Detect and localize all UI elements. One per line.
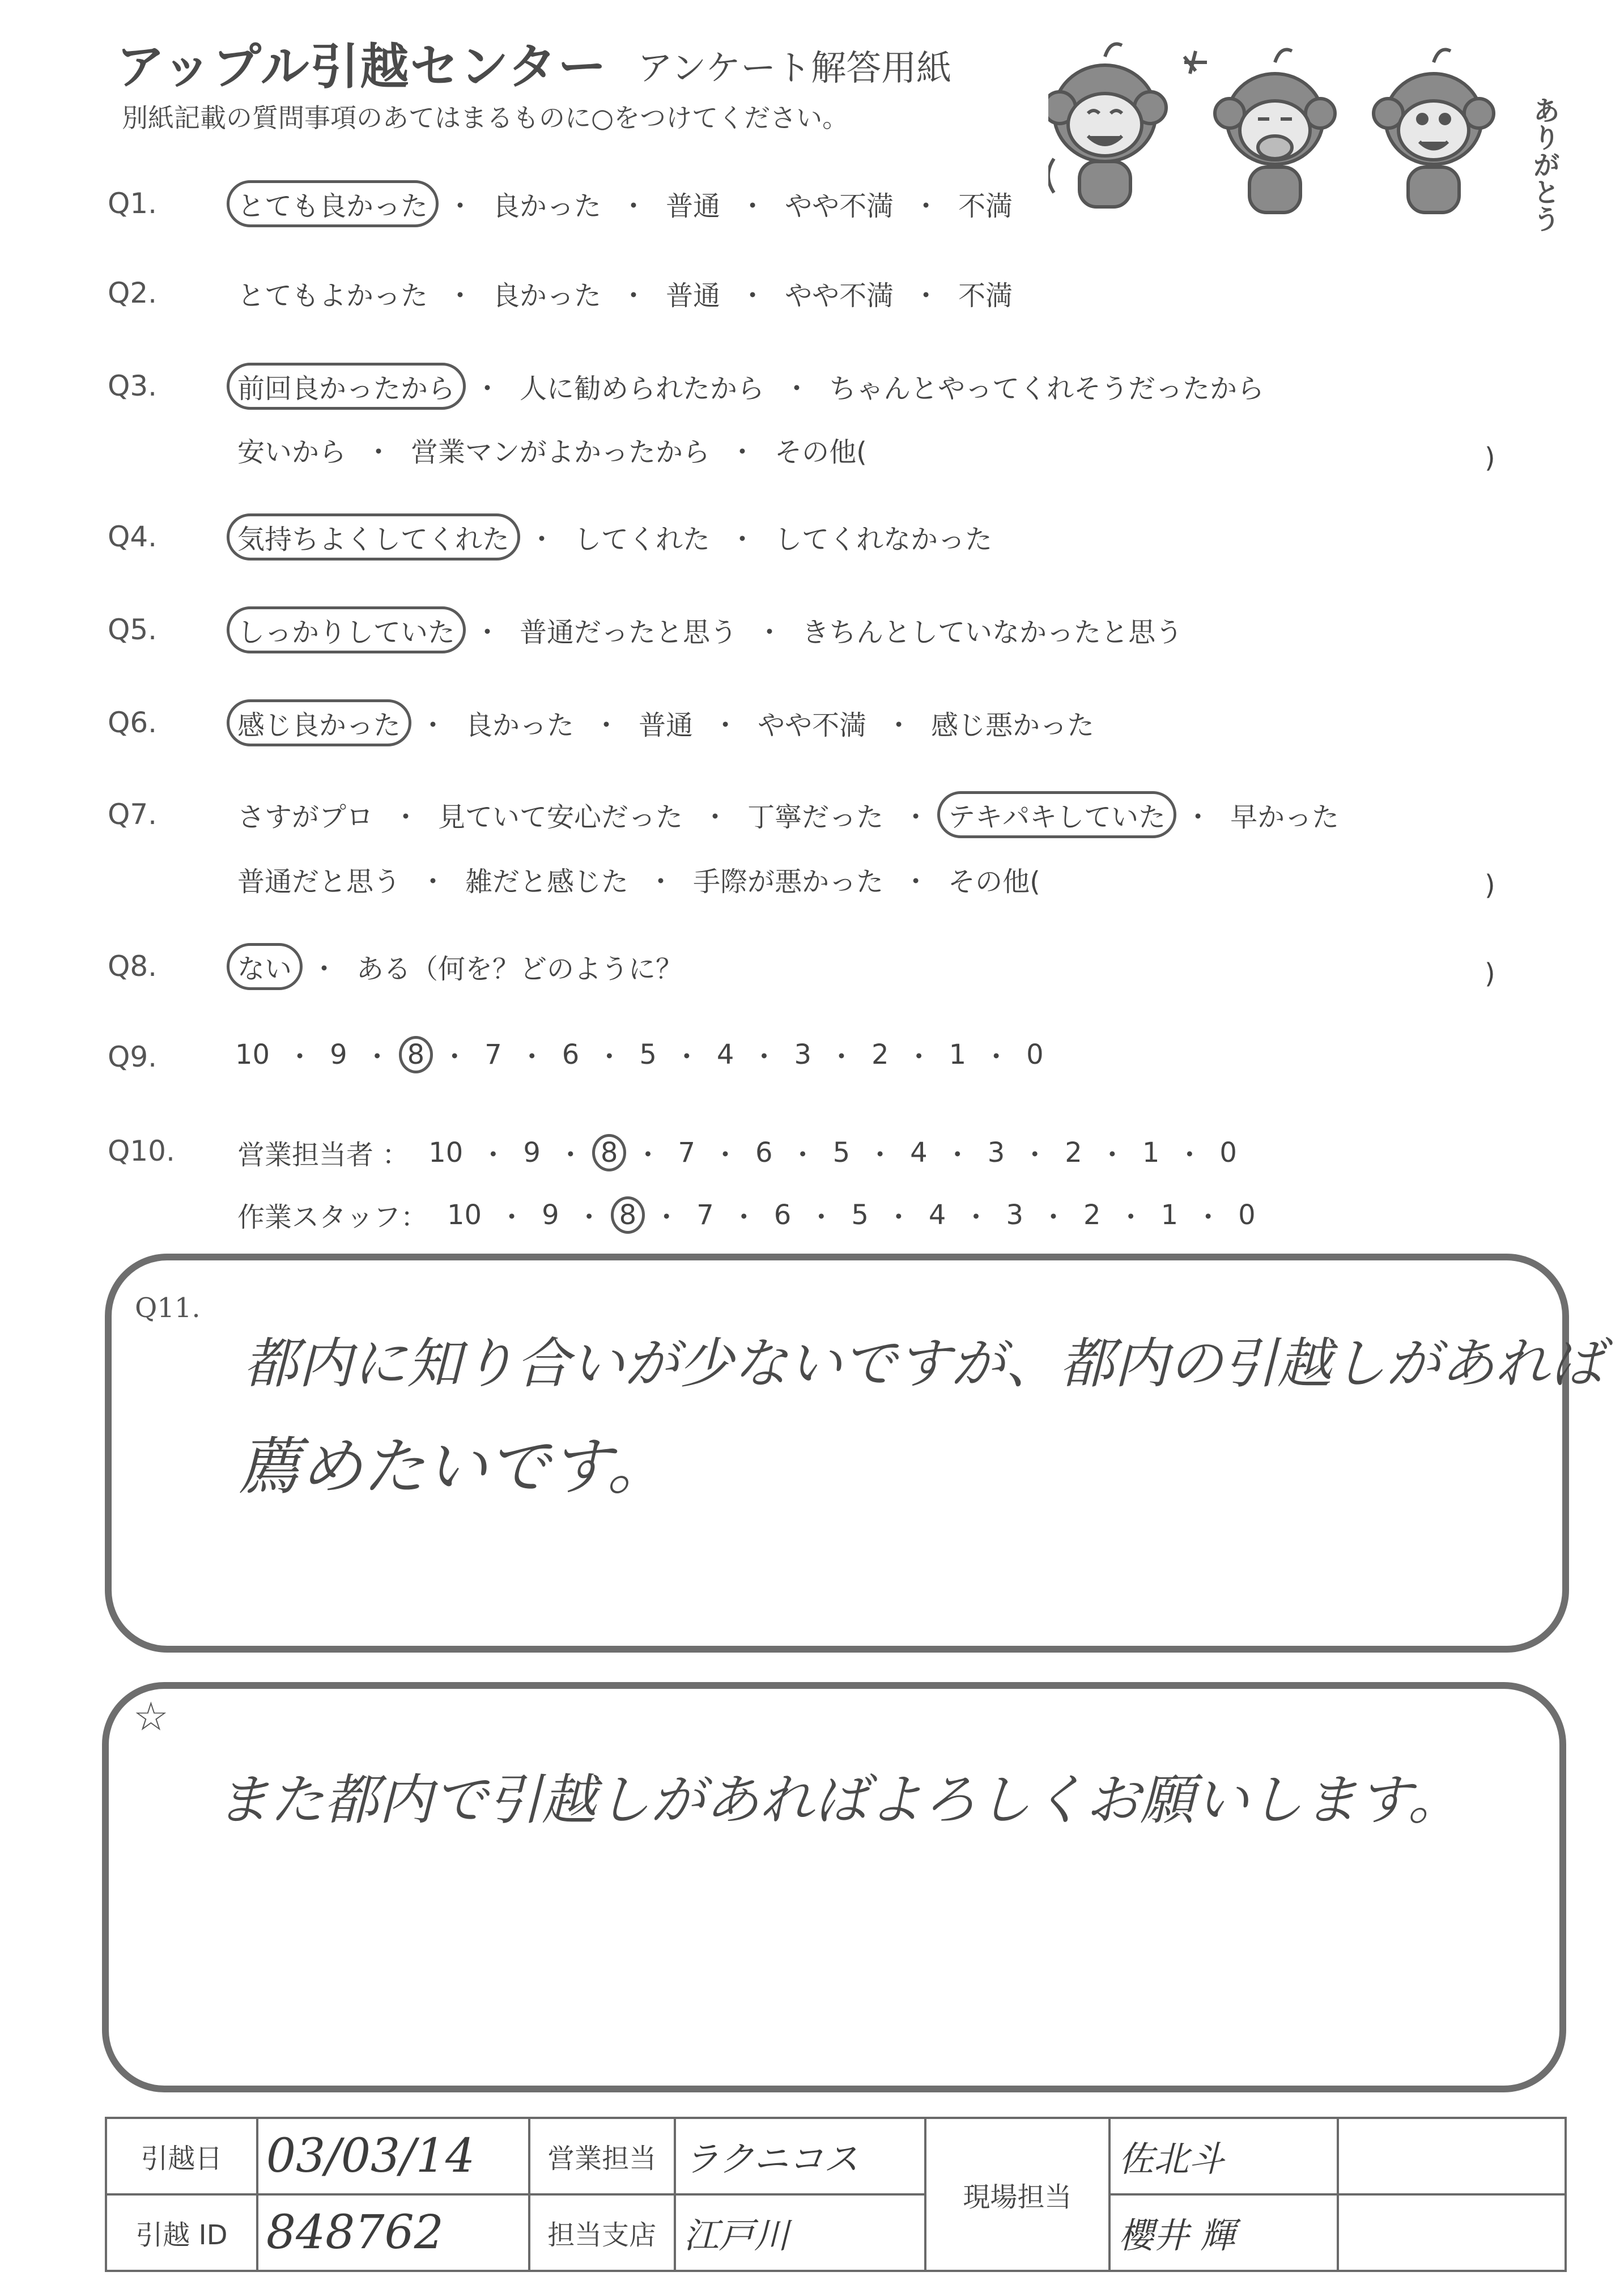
q9-score-value[interactable]: 5	[639, 1038, 657, 1071]
q7-option[interactable]: 普通だと思う	[237, 866, 401, 898]
q1-label: Q1.	[108, 187, 158, 220]
scale-separator: ・	[441, 1041, 469, 1073]
q11-label: Q11.	[135, 1292, 201, 1324]
free-comment-box[interactable]	[102, 1682, 1566, 2092]
q10-sales-score-value[interactable]: 5	[832, 1136, 851, 1169]
q9-score-value[interactable]: 6	[562, 1038, 580, 1071]
scale-separator: ・	[1098, 1139, 1126, 1171]
scale-separator: ・	[1117, 1201, 1145, 1233]
q7-option-selected[interactable]: テキパキしていた	[937, 791, 1176, 838]
q11-handwriting-line2: 薦めたいです。	[238, 1430, 670, 1503]
q8-option-selected[interactable]: ない	[227, 943, 303, 990]
q1-option[interactable]: 不満	[958, 190, 1013, 222]
q9-scale	[227, 1035, 1052, 1074]
q9-label: Q9.	[108, 1041, 158, 1073]
q1-options: とても良かった ・ 良かった ・ 普通 ・ やや不満 ・ 不満	[227, 180, 1023, 227]
q9-score-value[interactable]: 9	[330, 1038, 347, 1071]
scale-separator: ・	[575, 1201, 603, 1233]
q7-option[interactable]: 手際が悪かった	[693, 866, 884, 898]
q10-staff-score-value[interactable]: 6	[773, 1199, 792, 1231]
q3-option[interactable]: 人に勧められたから	[520, 373, 765, 405]
q8-option[interactable]: ある（何を？どのように？	[356, 953, 683, 985]
q5-label: Q5.	[108, 613, 158, 646]
scale-separator: ・	[828, 1041, 856, 1073]
q2-option[interactable]: 不満	[958, 280, 1013, 312]
move-date-value[interactable]: 03/03/14	[257, 2118, 529, 2194]
scale-separator: ・	[673, 1041, 700, 1073]
scale-separator: ・	[1176, 1139, 1204, 1171]
monkey-giggling-icon	[1184, 50, 1335, 213]
q3-options-line1: 前回良かったから ・ 人に勧められたから ・ ちゃんとやってくれそうだったから	[227, 363, 1275, 410]
q3-options-line2: 安いから ・ 営業マンがよかったから ・ その他(	[227, 426, 878, 473]
scale-separator: ・	[1194, 1201, 1222, 1233]
q10-staff-score-value[interactable]: 4	[928, 1199, 946, 1231]
monkey-smiling-icon	[1374, 50, 1494, 213]
q6-options: 感じ良かった ・ 良かった ・ 普通 ・ やや不満 ・ 感じ悪かった	[227, 699, 1105, 746]
q2-option[interactable]: とてもよかった	[237, 280, 428, 312]
scale-separator: ・	[498, 1201, 526, 1233]
q4-label: Q4.	[108, 520, 158, 553]
q10-sales-row	[227, 1129, 1245, 1176]
q3-option[interactable]: 営業マンがよかったから	[411, 436, 711, 468]
scale-separator: ・	[363, 1041, 391, 1073]
move-id-value[interactable]: 848762	[257, 2194, 529, 2271]
q6-option[interactable]: 普通	[639, 710, 694, 741]
q10-sales-score-value[interactable]: 0	[1219, 1136, 1237, 1169]
q11-handwriting-line1: 都内に知り合いが少ないですが、都内の引越しがあれば	[244, 1332, 1604, 1395]
form-subtitle: アンケート解答用紙	[637, 47, 952, 88]
q4-options: 気持ちよくしてくれた ・ してくれた ・ してくれなかった	[227, 513, 1003, 560]
scale-separator: ・	[1040, 1201, 1068, 1233]
scale-separator: ・	[479, 1139, 507, 1171]
q9-score-value[interactable]: 3	[794, 1038, 812, 1071]
sales-rep-label: 営業担当	[529, 2118, 675, 2194]
q3-paren-close: )	[1485, 442, 1495, 474]
scale-separator: ・	[750, 1041, 778, 1073]
q3-option[interactable]: ちゃんとやってくれそうだったから	[829, 373, 1265, 405]
q1-option[interactable]: やや不満	[785, 190, 894, 222]
q8-label: Q8.	[108, 950, 158, 983]
scale-separator: ・	[962, 1201, 990, 1233]
q9-score-value[interactable]: 1	[949, 1038, 967, 1071]
q7-option-other[interactable]: その他(	[948, 866, 1040, 898]
q7-option[interactable]: 早かった	[1230, 801, 1340, 833]
q5-options: しっかりしていた ・ 普通だったと思う ・ きちんとしていなかったと思う	[227, 606, 1193, 653]
branch-value[interactable]: 江戸川	[675, 2194, 925, 2271]
footer-info-table	[105, 2117, 1567, 2272]
q1-option-selected[interactable]: とても良かった	[227, 180, 439, 227]
q7-label: Q7.	[108, 798, 158, 831]
q10-staff-score-value[interactable]: 5	[851, 1199, 869, 1231]
q10-sales-score-selected[interactable]: 8	[592, 1134, 627, 1171]
q10-staff-score-value[interactable]: 10	[447, 1199, 482, 1231]
q9-score-value[interactable]: 2	[871, 1038, 889, 1071]
scale-separator: ・	[730, 1201, 758, 1233]
scale-separator: ・	[943, 1139, 971, 1171]
q6-option[interactable]: やや不満	[758, 710, 867, 741]
star-icon: ☆	[133, 1693, 169, 1740]
scale-separator: ・	[983, 1041, 1010, 1073]
q10-sales-score-value[interactable]: 4	[910, 1136, 928, 1169]
scale-separator: ・	[905, 1041, 933, 1073]
q9-score-value[interactable]: 7	[484, 1038, 502, 1071]
q4-option[interactable]: してくれた	[574, 524, 711, 555]
sales-rep-value[interactable]: ラクニコス	[675, 2118, 925, 2194]
q7-paren-close: )	[1485, 869, 1495, 901]
move-date-label: 引越日	[106, 2118, 257, 2194]
q10-sales-score-value[interactable]: 1	[1142, 1136, 1160, 1169]
q6-option-selected[interactable]: 感じ良かった	[227, 699, 411, 746]
monkey-laughing-icon	[1048, 44, 1166, 207]
q2-option[interactable]: 普通	[666, 280, 721, 312]
q2-option[interactable]: 良かった	[492, 280, 602, 312]
q8-options: ない ・ ある（何を？どのように？	[227, 943, 694, 990]
q7-option[interactable]: さすがプロ	[237, 801, 374, 833]
q10-sales-score-value[interactable]: 9	[523, 1136, 541, 1169]
scale-separator: ・	[596, 1041, 623, 1073]
q2-label: Q2.	[108, 277, 158, 309]
q10-staff-score-value[interactable]: 3	[1006, 1199, 1024, 1231]
q9-score-value[interactable]: 4	[716, 1038, 734, 1071]
q7-option[interactable]: 見ていて安心だった	[438, 801, 683, 833]
q4-option[interactable]: してくれなかった	[775, 524, 993, 555]
instruction-text: 別紙記載の質問事項のあてはまるものに○をつけてください。	[122, 103, 849, 133]
q10-staff-score-selected[interactable]: 8	[611, 1196, 645, 1234]
q10-sales-label: 営業担当者 ：	[237, 1139, 410, 1171]
q10-label: Q10.	[108, 1135, 175, 1167]
field-staff-name-1[interactable]: 佐北斗	[1109, 2118, 1338, 2194]
q10-staff-row	[227, 1191, 1264, 1238]
q2-options: とてもよかった ・ 良かった ・ 普通 ・ やや不満 ・ 不満	[227, 270, 1023, 317]
q5-option[interactable]: 普通だったと思う	[520, 617, 738, 648]
q7-options-line2: 普通だと思う ・ 雑だと感じた ・ 手際が悪かった ・ その他(	[227, 856, 1051, 903]
form-title: アップル引越センター	[116, 39, 608, 95]
q2-option[interactable]: やや不満	[785, 280, 894, 312]
extra-cell[interactable]	[1338, 2118, 1566, 2194]
scale-separator: ・	[653, 1201, 681, 1233]
q4-option-selected[interactable]: 気持ちよくしてくれた	[227, 513, 520, 560]
scale-separator: ・	[634, 1139, 662, 1171]
branch-label: 担当支店	[529, 2194, 675, 2271]
q10-staff-label: 作業スタッフ：	[237, 1201, 428, 1233]
q10-staff-score-value[interactable]: 2	[1083, 1199, 1101, 1231]
scale-separator: ・	[556, 1139, 584, 1171]
scale-separator: ・	[807, 1201, 835, 1233]
scale-separator: ・	[712, 1139, 739, 1171]
q7-option[interactable]: 丁寧だった	[747, 801, 884, 833]
q3-option-other[interactable]: その他(	[775, 436, 867, 468]
field-staff-name-2[interactable]: 櫻井 輝	[1109, 2194, 1338, 2271]
q3-option[interactable]: 安いから	[237, 436, 347, 468]
scale-separator: ・	[286, 1041, 314, 1073]
q9-score-value[interactable]: 10	[235, 1038, 270, 1071]
q10-staff-score-value[interactable]: 7	[696, 1199, 714, 1231]
scale-separator: ・	[866, 1139, 894, 1171]
q6-option[interactable]: 感じ悪かった	[931, 710, 1095, 741]
q8-paren-close: )	[1485, 958, 1495, 990]
q10-sales-score-value[interactable]: 2	[1065, 1136, 1082, 1169]
extra-cell-2[interactable]	[1338, 2194, 1566, 2271]
q9-score-selected[interactable]: 8	[399, 1036, 433, 1073]
comment-handwriting: また都内で引越しがあればよろしくお願いします。	[215, 1768, 1463, 1832]
q6-label: Q6.	[108, 706, 158, 739]
q9-score-value[interactable]: 0	[1026, 1038, 1044, 1071]
scale-separator: ・	[1021, 1139, 1049, 1171]
scale-separator: ・	[518, 1041, 546, 1073]
q10-sales-score-value[interactable]: 3	[987, 1136, 1005, 1169]
q6-option[interactable]: 良かった	[465, 710, 575, 741]
q1-option[interactable]: 普通	[666, 190, 721, 222]
field-staff-label: 現場担当	[925, 2118, 1109, 2271]
q10-sales-score-value[interactable]: 6	[755, 1136, 773, 1169]
scale-separator: ・	[885, 1201, 912, 1233]
q3-option-selected[interactable]: 前回良かったから	[227, 363, 466, 410]
q7-option[interactable]: 雑だと感じた	[465, 866, 629, 898]
q10-sales-score-value[interactable]: 7	[678, 1136, 696, 1169]
move-id-label: 引越 ID	[106, 2194, 257, 2271]
thanks-text: ありがとう	[1528, 96, 1560, 232]
q10-sales-score-value[interactable]: 10	[428, 1136, 464, 1169]
monkey-mascots-illustration	[1048, 34, 1558, 238]
scale-separator: ・	[789, 1139, 817, 1171]
q7-options-line1: さすがプロ ・ 見ていて安心だった ・ 丁寧だった ・ テキパキしていた ・ 早かった	[227, 791, 1350, 838]
q10-staff-score-value[interactable]: 0	[1238, 1199, 1256, 1231]
q5-option-selected[interactable]: しっかりしていた	[227, 606, 466, 653]
q10-staff-score-value[interactable]: 1	[1160, 1199, 1179, 1231]
q5-option[interactable]: きちんとしていなかったと思う	[802, 617, 1183, 648]
q1-option[interactable]: 良かった	[492, 190, 602, 222]
q10-staff-score-value[interactable]: 9	[542, 1199, 559, 1231]
q3-label: Q3.	[108, 370, 158, 402]
